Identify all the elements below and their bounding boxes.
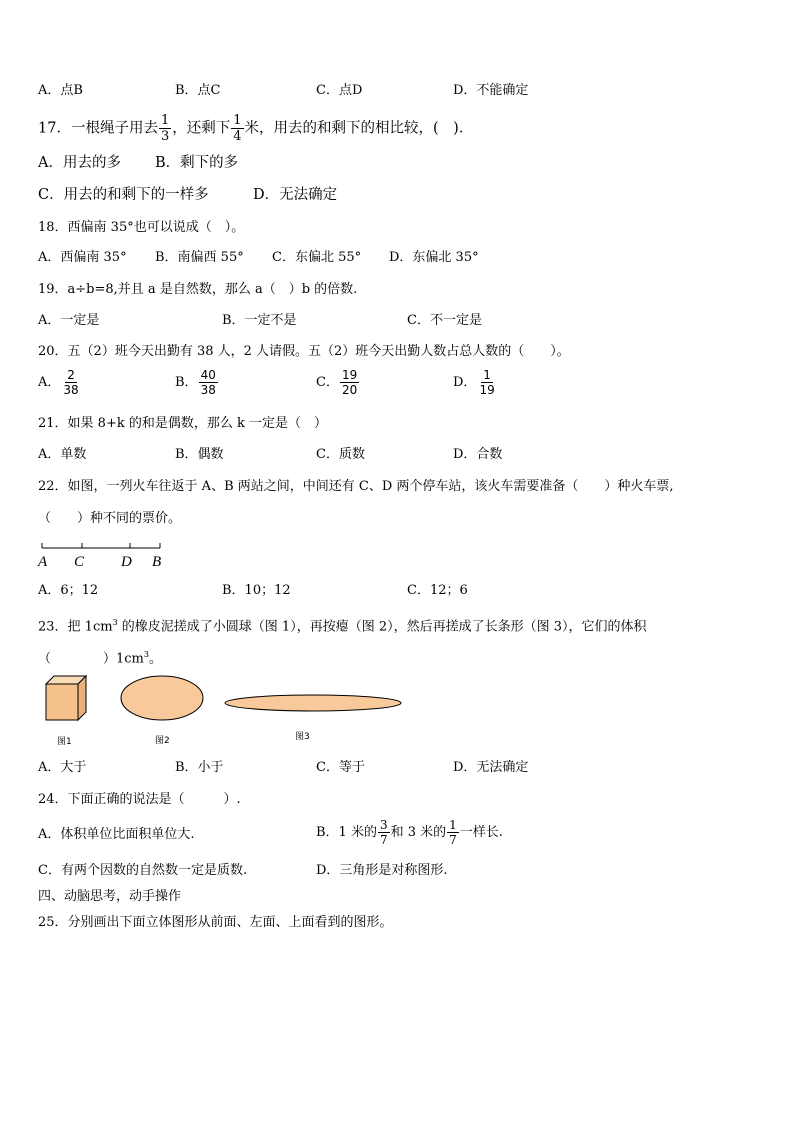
- q24-option-a: A．体积单位比面积单位大.: [38, 827, 195, 842]
- fig3-label: 图3: [295, 732, 310, 742]
- q16-option-b: B．点C: [175, 83, 221, 98]
- q22-option-b: B．10；12: [222, 583, 291, 598]
- q23-option-a: A．大于: [38, 760, 87, 775]
- q21-option-a: A．单数: [38, 447, 87, 462]
- q23-figures: [40, 670, 410, 730]
- q24-stem: 24．下面正确的说法是（ ）.: [38, 792, 241, 807]
- q17-option-a: A．用去的多: [38, 155, 121, 171]
- q16-option-d: D．不能确定: [453, 83, 529, 98]
- station-label-c: C: [74, 554, 85, 570]
- q20-fraction-b: $\frac{40}{38}$: [200, 368, 216, 397]
- station-label-d: D: [121, 554, 132, 570]
- fig1-label: 图1: [57, 737, 72, 747]
- q17-stem: 17．一根绳子用去 $\frac{1}{3}$ ，还剩下 $\frac{1}{4}$ 米，用去的和剩下的相比较，( )．: [38, 113, 474, 144]
- q22-option-c: C．12；6: [407, 583, 468, 598]
- q22-stem-line-1: 22．如图，一列火车往返于 A、B 两站之间，中间还有 C、D 两个停车站，该火车需要准备（ ）种火车票,: [38, 479, 674, 494]
- q16-option-a: A．点B: [38, 83, 83, 98]
- q18-option-d: D．东偏北 35°: [389, 250, 479, 265]
- q25-stem: 25．分别画出下面立体图形从前面、左面、上面看到的图形。: [38, 915, 393, 930]
- q24-fraction-1: $\frac{3}{7}$: [379, 818, 388, 847]
- q19-option-c: C．不一定是: [407, 313, 482, 328]
- q24-option-c: C．有两个因数的自然数一定是质数.: [38, 863, 248, 878]
- q20-option-b: B． $\frac{40}{38}$: [175, 368, 216, 397]
- station-label-a: A: [38, 554, 48, 570]
- q21-option-d: D．合数: [453, 447, 503, 462]
- q20-option-d: D． $\frac{1}{19}$: [453, 368, 495, 397]
- flattened-ball-shape: [121, 676, 203, 720]
- station-label-b: B: [152, 554, 162, 570]
- q18-option-a: A．西偏南 35°: [38, 250, 127, 265]
- q21-option-b: B．偶数: [175, 447, 224, 462]
- q17-option-b: B．剩下的多: [155, 155, 239, 171]
- q24-option-b: B．1 米的 $\frac{3}{7}$ 和 3 米的 $\frac{1}{7}$ 一样长.: [316, 818, 503, 847]
- q18-stem: 18．西偏南 35°也可以说成（ ）。: [38, 220, 245, 235]
- q20-fraction-c: $\frac{19}{20}$: [341, 368, 358, 397]
- q16-option-c: C．点D: [316, 83, 363, 98]
- q18-option-b: B．南偏西 55°: [155, 250, 244, 265]
- q17-fraction-1: $\frac{1}{3}$: [160, 113, 170, 144]
- q23-stem-line-2: （ ）$1cm^3$。: [38, 650, 162, 667]
- q19-option-b: B．一定不是: [222, 313, 297, 328]
- q17-fraction-2: $\frac{1}{4}$: [233, 113, 242, 144]
- q19-option-a: A．一定是: [38, 313, 100, 328]
- q22-station-line-diagram: [36, 538, 176, 572]
- q23-option-d: D．无法确定: [453, 760, 529, 775]
- q20-fraction-d: $\frac{1}{19}$: [479, 368, 495, 397]
- q18-option-c: C．东偏北 55°: [272, 250, 362, 265]
- q20-fraction-a: $\frac{2}{38}$: [63, 368, 79, 397]
- q24-fraction-2: $\frac{1}{7}$: [449, 818, 457, 847]
- section-4-heading: 四、动脑思考，动手操作: [38, 889, 182, 904]
- q17-option-c: C．用去的和剩下的一样多: [38, 187, 209, 203]
- q17-option-d: D．无法确定: [253, 187, 338, 203]
- long-strip-shape: [225, 695, 401, 711]
- q20-stem: 20．五（2）班今天出勤有 38 人，2 人请假。五（2）班今天出勤人数占总人数的（ ）。: [38, 344, 570, 359]
- q21-stem: 21．如果 8+k 的和是偶数，那么 k 一定是（ ）: [38, 416, 327, 431]
- q21-option-c: C．质数: [316, 447, 365, 462]
- fig2-label: 图2: [155, 736, 170, 746]
- q20-option-c: C． $\frac{19}{20}$: [316, 368, 358, 397]
- q22-option-a: A．6；12: [38, 583, 99, 598]
- q23-stem-line-1: 23．把 $1cm^3$ 的橡皮泥搓成了小圆球（图 1），再按瘪（图 2），然后再搓成了长条形（图 3），它们的体积: [38, 618, 647, 635]
- q24-option-d: D．三角形是对称图形.: [316, 863, 448, 878]
- cube-front-face: [46, 684, 78, 720]
- q20-option-a: A． $\frac{2}{38}$: [38, 368, 79, 397]
- q22-stem-line-2: （ ）种不同的票价。: [38, 511, 182, 526]
- q23-option-b: B．小于: [175, 760, 224, 775]
- q23-option-c: C．等于: [316, 760, 365, 775]
- q19-stem: 19．a÷b=8,并且 a 是自然数，那么 a（ ）b 的倍数.: [38, 282, 358, 297]
- cube-side-face: [78, 676, 86, 720]
